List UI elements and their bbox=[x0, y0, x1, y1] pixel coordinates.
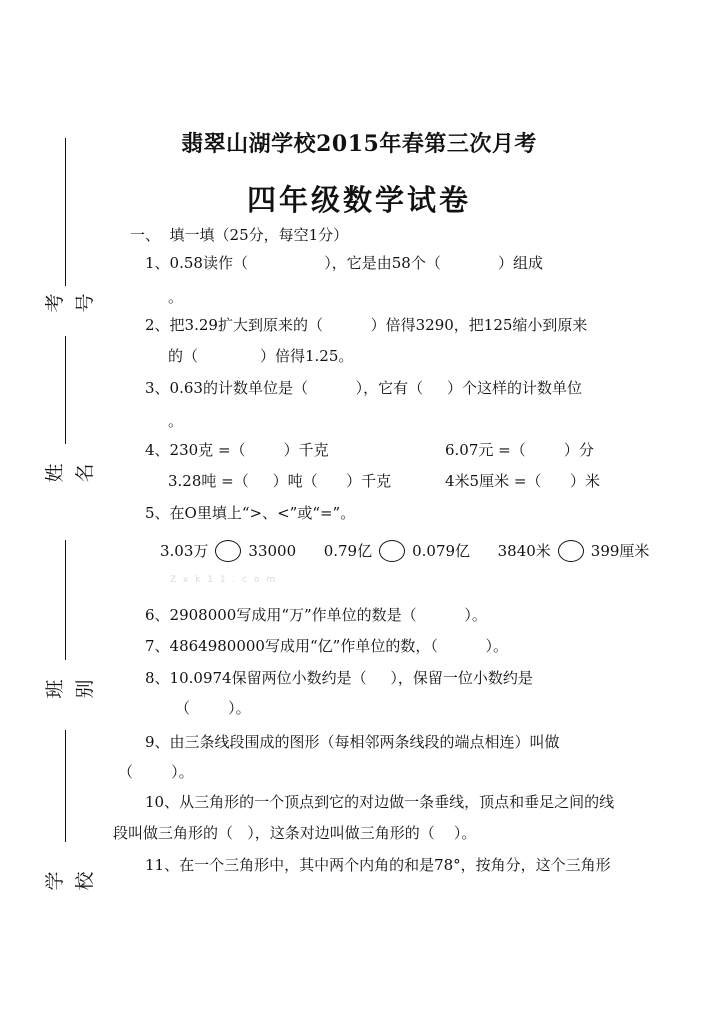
question-8-line-1: 8、10.0974保留两位小数约是（ ），保留一位小数约是 bbox=[145, 669, 533, 687]
question-9-line-2: （ ）。 bbox=[118, 763, 194, 781]
comparison-circle-3[interactable] bbox=[558, 540, 584, 562]
question-4-tons: 3.28吨 =（ ）吨（ ）千克 bbox=[168, 472, 392, 490]
side-line-class bbox=[65, 540, 66, 660]
side-label-school: 学校 bbox=[44, 871, 96, 891]
comparison-right-3: 399厘米 bbox=[590, 542, 650, 560]
comparison-left-2: 0.79亿 bbox=[323, 542, 373, 560]
comparison-circle-1[interactable] bbox=[215, 540, 241, 562]
comparison-right-1: 33000 bbox=[248, 542, 297, 560]
question-4-money: 6.07元 =（ ）分 bbox=[445, 441, 594, 459]
comparison-left-1: 3.03万 bbox=[160, 542, 209, 560]
comparison-row bbox=[160, 540, 649, 562]
watermark-text: Z x k 1 1 . c o m bbox=[170, 575, 278, 585]
comparison-right-2: 0.079亿 bbox=[412, 542, 471, 560]
question-10-line-2: 段叫做三角形的（ ），这条对边叫做三角形的（ ）。 bbox=[113, 824, 477, 842]
question-1-line-1: 1、0.58读作（ ），它是由58个（ ）组成 bbox=[145, 254, 544, 272]
side-line-school bbox=[65, 730, 66, 842]
question-8-line-2: （ ）。 bbox=[175, 699, 251, 717]
question-3-line-1: 3、0.63的计数单位是（ ），它有（ ）个这样的计数单位 bbox=[145, 379, 582, 397]
question-10-line-1: 10、从三角形的一个顶点到它的对边做一条垂线，顶点和垂足之间的线 bbox=[145, 793, 615, 811]
question-6: 6、2908000写成用“万”作单位的数是（ ）。 bbox=[145, 606, 487, 624]
question-2-line-2: 的（ ）倍得1.25。 bbox=[168, 347, 354, 365]
question-3-line-2: 。 bbox=[168, 412, 184, 430]
question-9-line-1: 9、由三条线段围成的图形（每相邻两条线段的端点相连）叫做 bbox=[145, 733, 560, 751]
side-line-name bbox=[65, 336, 66, 444]
exam-title: 四年级数学试卷 bbox=[246, 183, 471, 217]
side-label-class: 班别 bbox=[44, 679, 96, 699]
school-exam-title: 翡翠山湖学校2015年春第三次月考 bbox=[181, 131, 537, 157]
side-label-name: 姓名 bbox=[44, 463, 96, 483]
question-5: 5、在O里填上“>、<”或“=”。 bbox=[145, 504, 356, 522]
comparison-circle-2[interactable] bbox=[379, 540, 405, 562]
side-label-exam-no: 考号 bbox=[44, 293, 96, 313]
question-11-line-1: 11、在一个三角形中，其中两个内角的和是78°，按角分，这个三角形 bbox=[145, 856, 611, 874]
question-2-line-1: 2、把3.29扩大到原来的（ ）倍得3290，把125缩小到原来 bbox=[145, 316, 588, 334]
question-1-line-2: 。 bbox=[168, 288, 184, 306]
comparison-left-3: 3840米 bbox=[497, 542, 551, 560]
question-7: 7、4864980000写成用“亿”作单位的数，（ ）。 bbox=[145, 637, 508, 655]
question-4-length: 4米5厘米 =（ ）米 bbox=[445, 472, 601, 490]
question-4-mass: 4、230克 =（ ）千克 bbox=[145, 441, 329, 459]
section-heading: 一、 填一填（25分，每空1分） bbox=[130, 226, 349, 244]
